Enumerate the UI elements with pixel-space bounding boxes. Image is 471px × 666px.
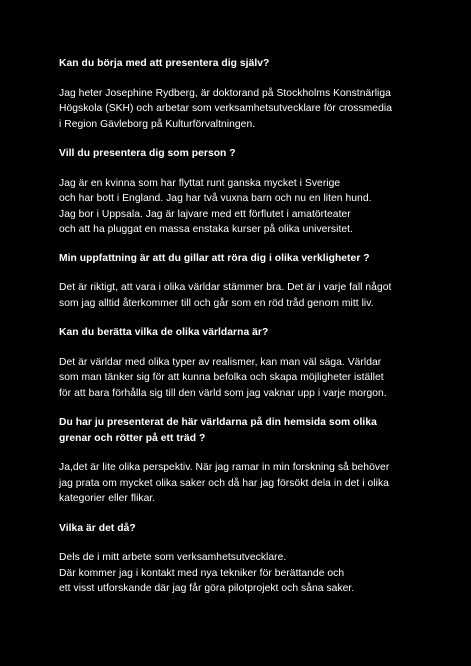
answer-line: Jag är en kvinna som har flyttat runt ganska mycket i Sverige	[59, 177, 341, 189]
question-6	[59, 521, 459, 537]
answer-line: och har bott i England. Jag har två vuxna barn och nu en liten hund.	[59, 193, 372, 204]
answer-line: kategorier eller flikar.	[59, 493, 156, 504]
answer-line: Jag bor i Uppsala. Jag är lajvare med ett förflutet i amatörteater	[59, 208, 351, 220]
answer-line: Jag heter Josephine Rydberg, är doktorand på Stockholms Konstnärliga	[59, 87, 391, 99]
question-1	[59, 56, 459, 72]
answer-line: och att ha pluggat en massa enstaka kurser på olika universitet.	[59, 224, 353, 235]
question-line: Vilka är det då?	[59, 522, 136, 534]
answer-line: i Region Gävleborg på Kulturförvaltningen.	[59, 118, 256, 130]
question-line: Vill du presentera dig som person ?	[59, 148, 236, 159]
question-3	[59, 251, 459, 267]
answer-line: som jag alltid återkommer till och går som en röd tråd genom mitt liv.	[59, 297, 374, 309]
answer-line: ett visst utforskande där jag får göra pilotprojekt och såna saker.	[59, 583, 355, 594]
answer-line: Högskola (SKH) och arbetar som verksamhetsutvecklare för crossmedia	[59, 103, 392, 114]
question-line: Du har ju presenterat de här världarna på din hemsida som olika	[59, 417, 377, 428]
answer-line: för att bara förhålla sig till den värld som jag vaknar upp i varje morgon.	[59, 387, 387, 399]
answer-line: Det är riktigt, att vara i olika världar stämmer bra. Det är i varje fall något	[59, 282, 392, 293]
question-line: Kan du berätta vilka de olika världarna är?	[59, 327, 269, 338]
answer-line: Det är världar med olika typer av realismer, kan man väl säga. Världar	[59, 356, 382, 368]
answer-line: Ja,det är lite olika perspektiv. När jag ramar in min forskning så behöver	[59, 462, 390, 473]
question-line: Min uppfattning är att du gillar att röra dig i olika verkligheter ?	[59, 252, 370, 264]
question-line: grenar och rötter på ett träd ?	[59, 432, 206, 444]
question-line: Kan du börja med att presentera dig själv?	[59, 58, 270, 69]
answer-2	[59, 176, 459, 238]
answer-1	[59, 86, 459, 133]
answer-line: jag prata om mycket olika saker och då har jag försökt dela in det i olika	[59, 477, 389, 489]
answer-line: Där kommer jag i kontakt med nya tekniker för berättande och	[59, 567, 345, 579]
question-5	[59, 415, 459, 446]
answer-4	[59, 355, 459, 402]
answer-line: som man tänker sig för att kunna befolka och skapa möjligheter istället	[59, 372, 384, 383]
question-2	[59, 146, 459, 162]
answer-3	[59, 280, 459, 311]
answer-line: Dels de i mitt arbete som verksamhetsutvecklare.	[59, 552, 287, 563]
answer-6	[59, 550, 459, 597]
question-4	[59, 325, 459, 341]
answer-5	[59, 460, 459, 507]
interview-page	[59, 56, 459, 597]
